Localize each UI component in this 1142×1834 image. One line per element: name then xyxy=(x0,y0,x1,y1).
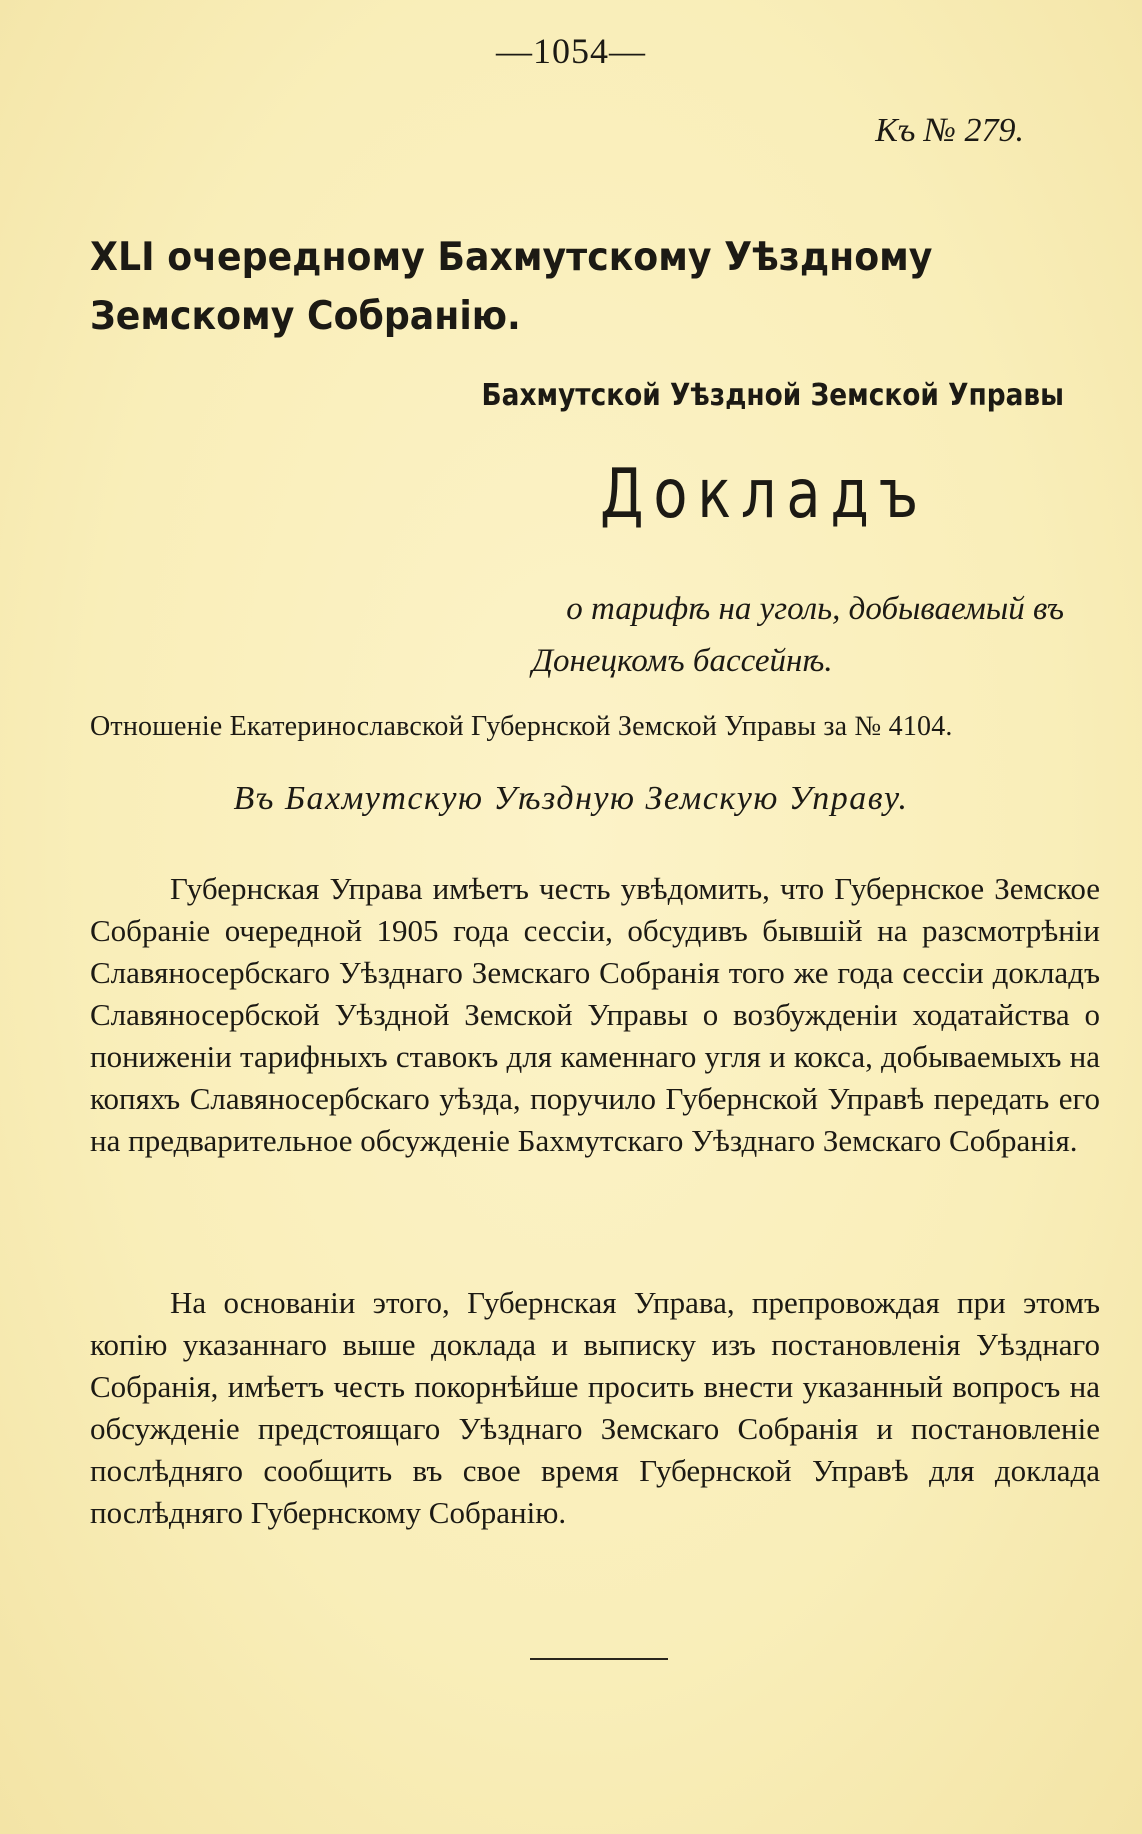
page-number: —1054— xyxy=(496,31,646,71)
subject-line-1: о тарифѣ на уголь, добываемый въ xyxy=(566,591,1064,627)
document-title: Докладъ xyxy=(600,455,928,534)
addressee-heading: XLI очередному Бахмутскому Уѣздному Земскому Собранію. xyxy=(90,235,933,339)
reference-number: Къ № 279. xyxy=(875,112,1024,149)
closing-divider xyxy=(530,1658,668,1660)
issuer-heading: Бахмутской Уѣздной Земской Управы xyxy=(481,378,1065,413)
relation-line: Отношеніе Екатеринославской Губернской Земской Управы за № 4104. xyxy=(90,711,953,742)
body-paragraph-1: Губернская Управа имѣетъ честь увѣдомить, что Губернское Земское Собраніе очередной 1905 года сессіи, обсудивъ бывшій на разсмотрѣніи Славяносербскаго Уѣзднаго Земскаго Собранія того же года сессіи докладъ Славяносербской Уѣздной Земской Управы о возбужденіи ходатайства о пониженіи тарифныхъ ставокъ для каменнаго угля и кокса, добываемыхъ на копяхъ Славяносербскаго уѣзда, поручило Губернской Управѣ передать его на предварительное обсужденіе Бахмутскаго Уѣзднаго Земскаго Собранія. xyxy=(90,871,1100,1158)
recipient-line: Въ Бахмутскую Уѣздную Земскую Управу. xyxy=(233,780,909,817)
subject-line-2: Донецкомъ бассейнѣ. xyxy=(532,643,833,679)
body-paragraph-2: На основаніи этого, Губернская Управа, препровождая при этомъ копію указаннаго выше доклада и выписку изъ постановленія Уѣзднаго Собранія, имѣетъ честь покорнѣйше просить внести указанный вопросъ на обсужденіе предстоящаго Уѣзднаго Земскаго Собранія и постановленіе послѣдняго сообщить въ свое время Губернской Управѣ для доклада послѣдняго Губернскому Собранію. xyxy=(90,1285,1100,1530)
